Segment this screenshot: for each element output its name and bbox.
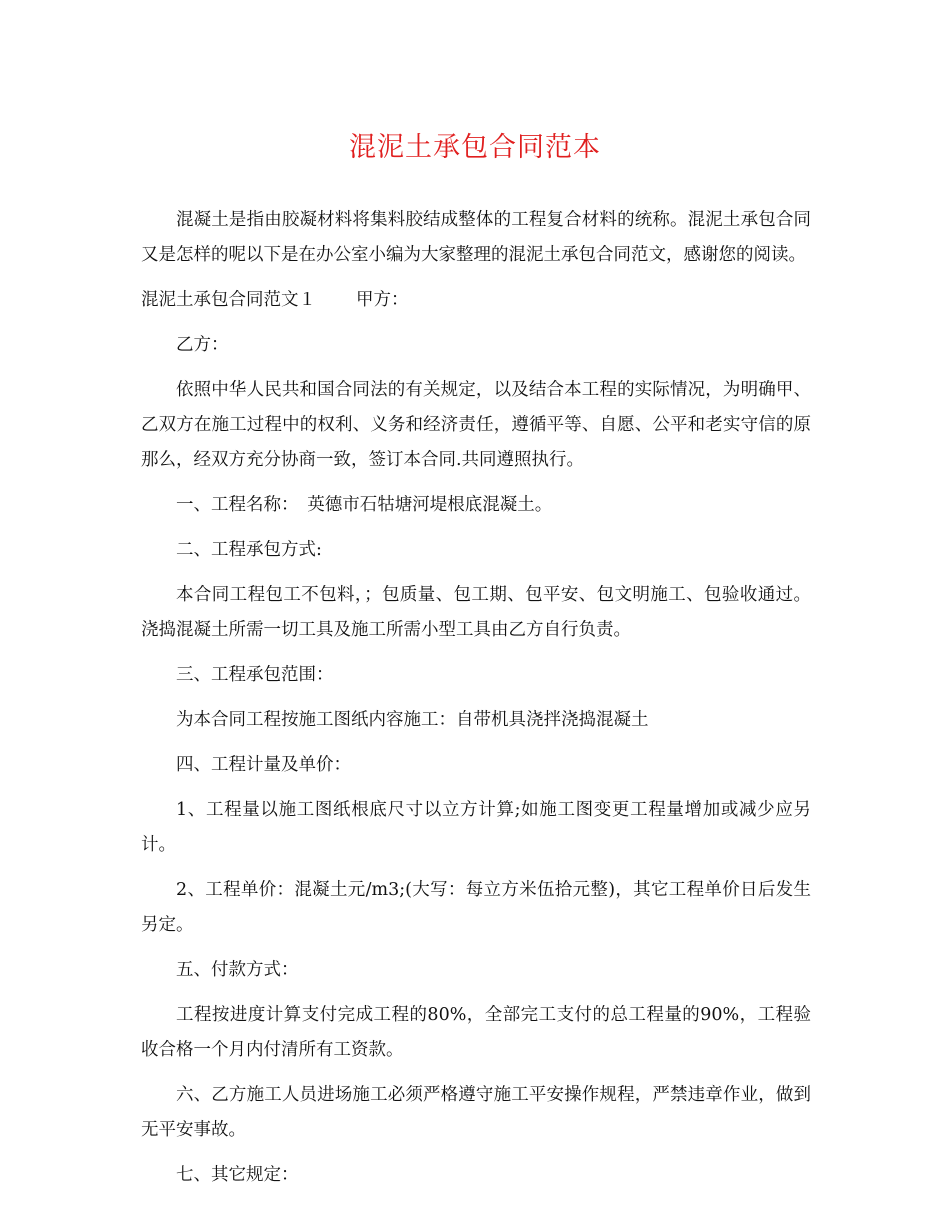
party-b-label: 乙方： (176, 335, 229, 355)
clause-1: 一、工程名称： 英德市石牯塘河堤根底混凝土。 (176, 495, 553, 515)
intro-paragraph: 混凝土是指由胶凝材料将集料胶结成整体的工程复合材料的统称。混泥土承包合同又是怎样的呢以下是在办公室小编为大家整理的混泥土承包合同范文，感谢您的阅读。 (141, 210, 811, 265)
document-title: 混泥土承包合同范本 (349, 132, 601, 163)
clause-3-body: 为本合同工程按施工图纸内容施工：自带机具浇拌浇捣混凝土 (176, 710, 649, 730)
section-heading-line (141, 283, 811, 318)
clause-2-heading: 二、工程承包方式: (176, 540, 322, 560)
clause-4-heading: 四、工程计量及单价： (176, 755, 351, 775)
clause-3-heading: 三、工程承包范围： (176, 665, 334, 685)
clause-6: 六、乙方施工人员进场施工必须严格遵守施工平安操作规程，严禁违章作业，做到无平安事故。 (141, 1085, 811, 1140)
clause-4-item-1: 1、工程量以施工图纸根底尺寸以立方计算;如施工图变更工程量增加或减少应另计。 (141, 800, 811, 855)
document-body (141, 203, 811, 1203)
clause-5-body: 工程按进度计算支付完成工程的80%，全部完工支付的总工程量的90%，工程验收合格一个月内付清所有工资款。 (141, 1005, 811, 1060)
party-a-label: 甲方： (356, 290, 409, 310)
clause-4-item-2: 2、工程单价：混凝土元/m3;(大写：每立方米伍拾元整)，其它工程单价日后发生另定。 (141, 880, 811, 935)
clause-7-heading: 七、其它规定： (176, 1165, 299, 1185)
section-heading: 混泥土承包合同范文１ (141, 290, 316, 310)
preamble-paragraph: 依照中华人民共和国合同法的有关规定，以及结合本工程的实际情况，为明确甲、乙双方在施工过程中的权利、义务和经济责任，遵循平等、自愿、公平和老实守信的原那么，经双方充分协商一致，签订本合同.共同遵照执行。 (141, 380, 811, 470)
clause-2-body: 本合同工程包工不包料，；包质量、包工期、包平安、包文明施工、包验收通过。浇捣混凝土所需一切工具及施工所需小型工具由乙方自行负责。 (141, 585, 811, 640)
clause-5-heading: 五、付款方式： (176, 960, 299, 980)
